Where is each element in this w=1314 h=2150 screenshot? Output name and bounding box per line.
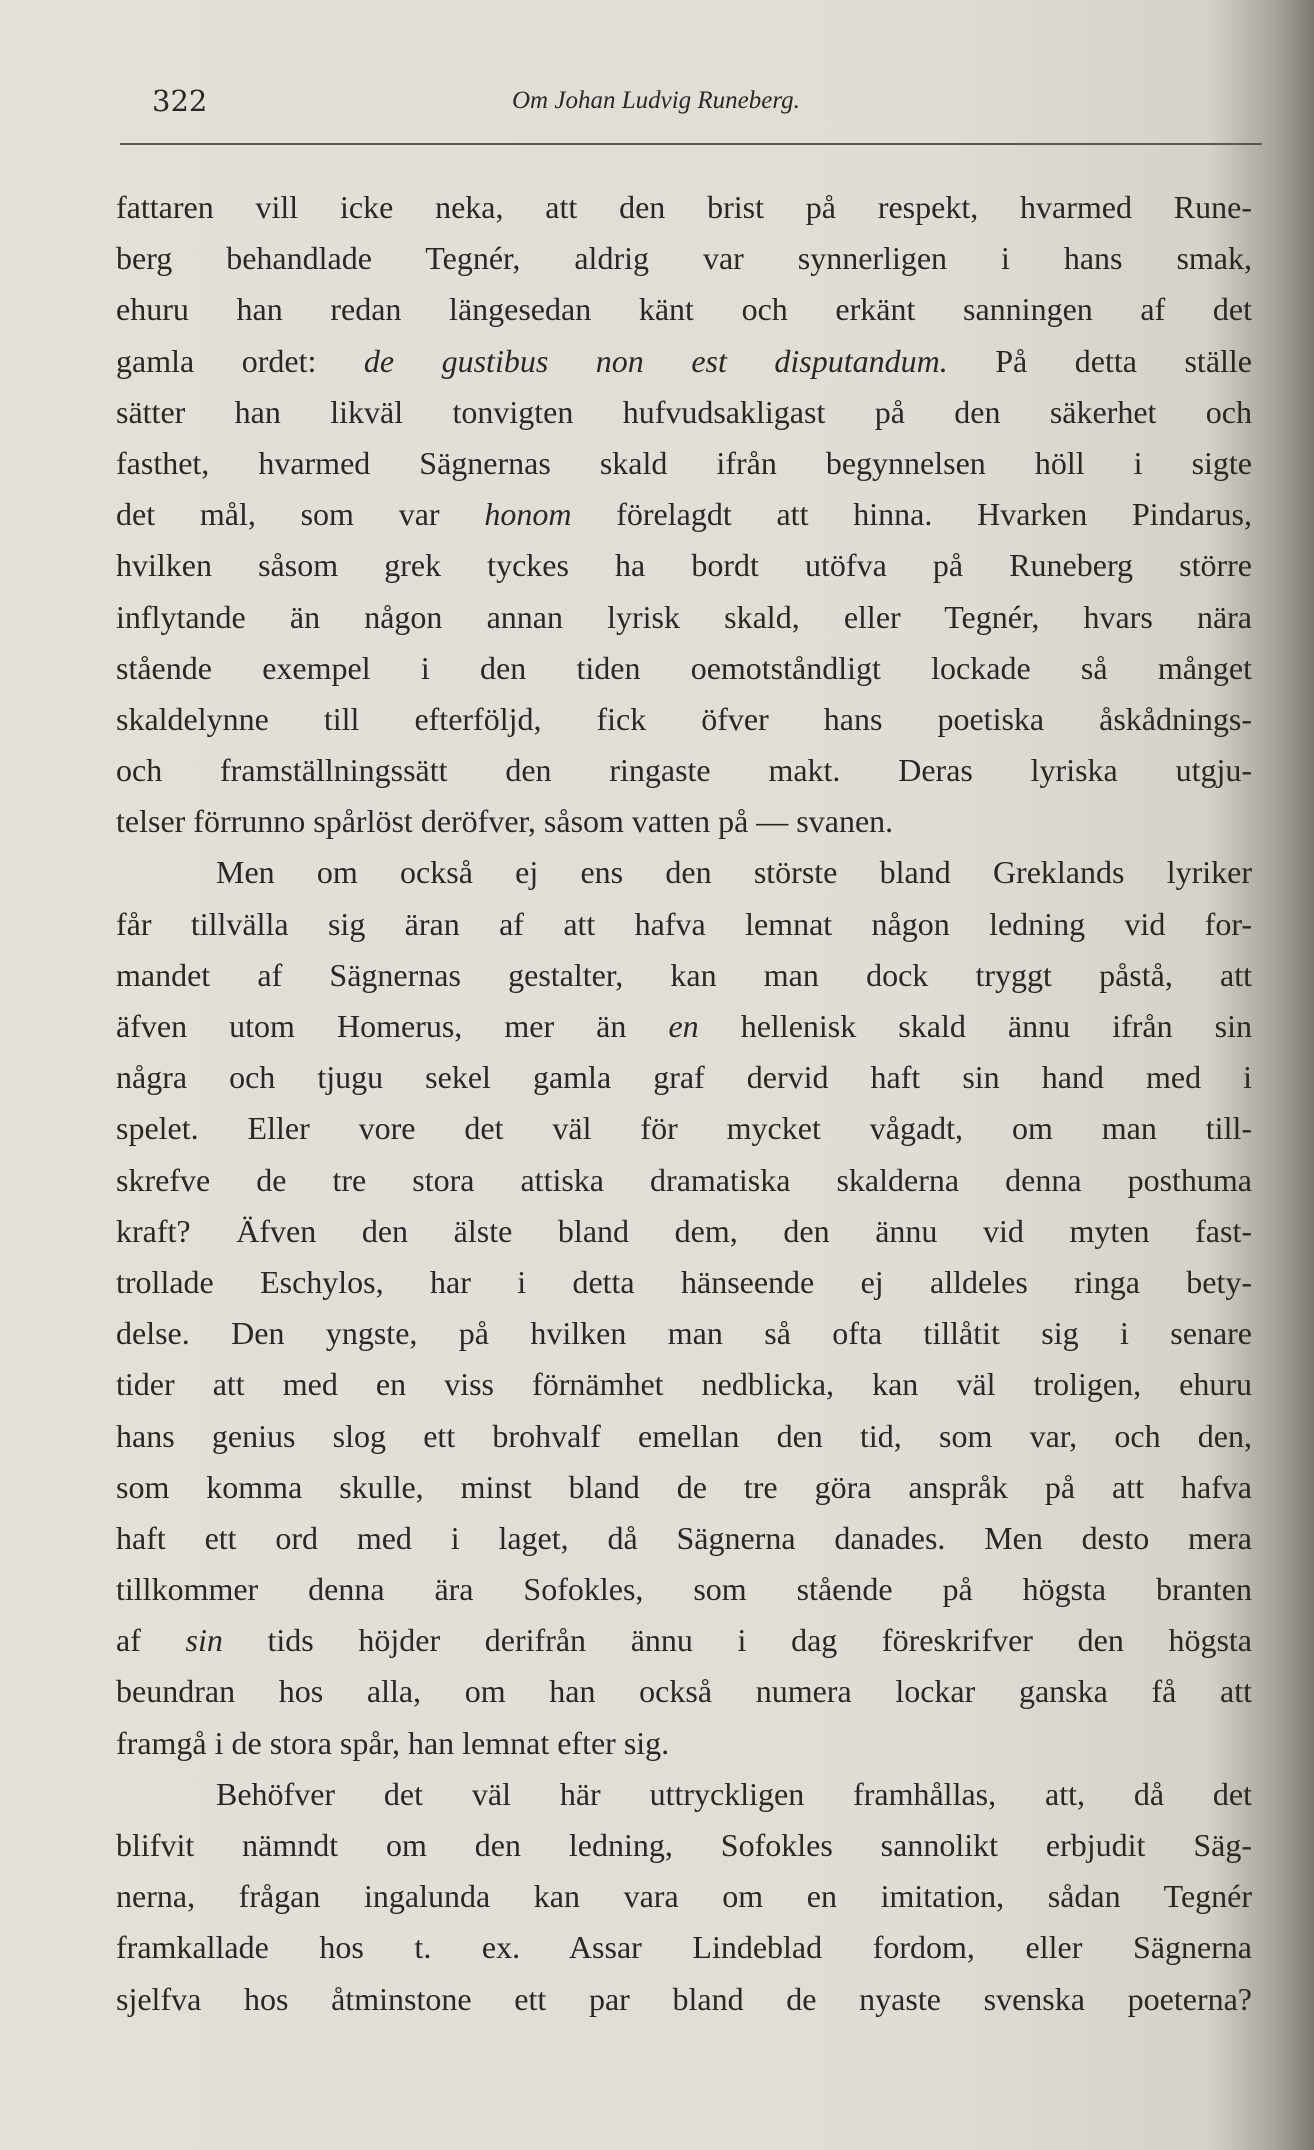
text-line: Behöfver det väl här uttryckligen framhållas, att, då det (216, 1775, 1252, 1812)
text-line: trollade Eschylos, har i detta hänseende ej alldeles ringa bety- (116, 1263, 1252, 1300)
text-line: beundran hos alla, om han också numera lockar ganska få att (116, 1673, 1252, 1710)
text-line: kraft? Äfven den älste bland dem, den ännu vid myten fast- (116, 1212, 1252, 1249)
text-line: haft ett ord med i laget, då Sägnerna danades. Men desto mera (116, 1519, 1252, 1556)
text-line: det mål, som var honom förelagdt att hinna. Hvarken Pindarus, (116, 496, 1253, 533)
text-line: af sin tids höjder derifrån ännu i dag föreskrifver den högsta (116, 1622, 1253, 1659)
text-line: sätter han likväl tonvigten hufvudsakligast på den säkerhet och (116, 393, 1252, 430)
text-line: telser förrunno spårlöst deröfver, såsom vatten på — svanen. (116, 803, 894, 840)
text-line: berg behandlade Tegnér, aldrig var synnerligen i hans smak, (116, 240, 1252, 277)
text-line: fasthet, hvarmed Sägnernas skald ifrån begynnelsen höll i sigte (116, 444, 1252, 481)
text-line: tillkommer denna ära Sofokles, som stående på högsta branten (116, 1571, 1252, 1608)
text-line: inflytande än någon annan lyrisk skald, eller Tegnér, hvars nära (116, 598, 1252, 635)
text-line: fattaren vill icke neka, att den brist på respekt, hvarmed Rune- (116, 189, 1252, 225)
text-line: Men om också ej ens den störste bland Greklands lyriker (216, 854, 1252, 891)
italic-word: honom (484, 496, 572, 533)
page-header (152, 84, 1252, 124)
italic-phrase: de gustibus non est disputandum. (363, 342, 948, 379)
italic-word: en (668, 1008, 699, 1044)
text-line: hans genius slog ett brohvalf emellan den tid, som var, och den, (116, 1417, 1252, 1454)
text-line: stående exempel i den tiden oemotståndligt lockade så månget (116, 649, 1252, 686)
text-line: äfven utom Homerus, mer än en hellenisk skald ännu ifrån sin (116, 1008, 1253, 1044)
text-line: några och tjugu sekel gamla graf dervid haft sin hand med i (116, 1059, 1252, 1096)
text-line: får tillvälla sig äran af att hafva lemnat någon ledning vid for- (116, 905, 1252, 942)
text-line: blifvit nämndt om den ledning, Sofokles sannolikt erbjudit Säg- (116, 1827, 1252, 1863)
text-line: tider att med en viss förnämhet nedblicka, kan väl troligen, ehuru (116, 1366, 1252, 1403)
text-line: skrefve de tre stora attiska dramatiska skalderna denna posthuma (116, 1161, 1252, 1198)
text-line: skaldelynne till efterföljd, fick öfver hans poetiska åskådnings- (116, 700, 1252, 737)
text-line: mandet af Sägnernas gestalter, kan man dock tryggt påstå, att (116, 956, 1252, 993)
text-line: spelet. Eller vore det väl för mycket vågadt, om man till- (116, 1110, 1252, 1147)
text-line: sjelfva hos åtminstone ett par bland de nyaste svenska poeterna? (116, 1980, 1252, 2017)
text-line: som komma skulle, minst bland de tre göra anspråk på att hafva (116, 1468, 1252, 1505)
text-line: gamla ordet: de gustibus non est disputandum. På detta ställe (116, 342, 1253, 379)
text-line: hvilken såsom grek tyckes ha bordt utöfva på Runeberg större (116, 547, 1252, 584)
text-line: framkallade hos t. ex. Assar Lindeblad fordom, eller Sägnerna (116, 1929, 1252, 1966)
header-rule (120, 143, 1262, 145)
text-line: nerna, frågan ingalunda kan vara om en imitation, sådan Tegnér (116, 1878, 1252, 1915)
text-line: delse. Den yngste, på hvilken man så ofta tillåtit sig i senare (116, 1315, 1252, 1352)
text-line: och framställningssätt den ringaste makt. Deras lyriska utgju- (116, 752, 1252, 789)
page-number: 322 (152, 84, 208, 118)
text-line: ehuru han redan längesedan känt och erkänt sanningen af det (116, 291, 1252, 328)
text-line: framgå i de stora spår, han lemnat efter sig. (116, 1724, 670, 1761)
body-text (116, 182, 1252, 2025)
italic-word: sin (185, 1622, 223, 1659)
running-head: Om Johan Ludvig Runeberg. (512, 87, 800, 114)
